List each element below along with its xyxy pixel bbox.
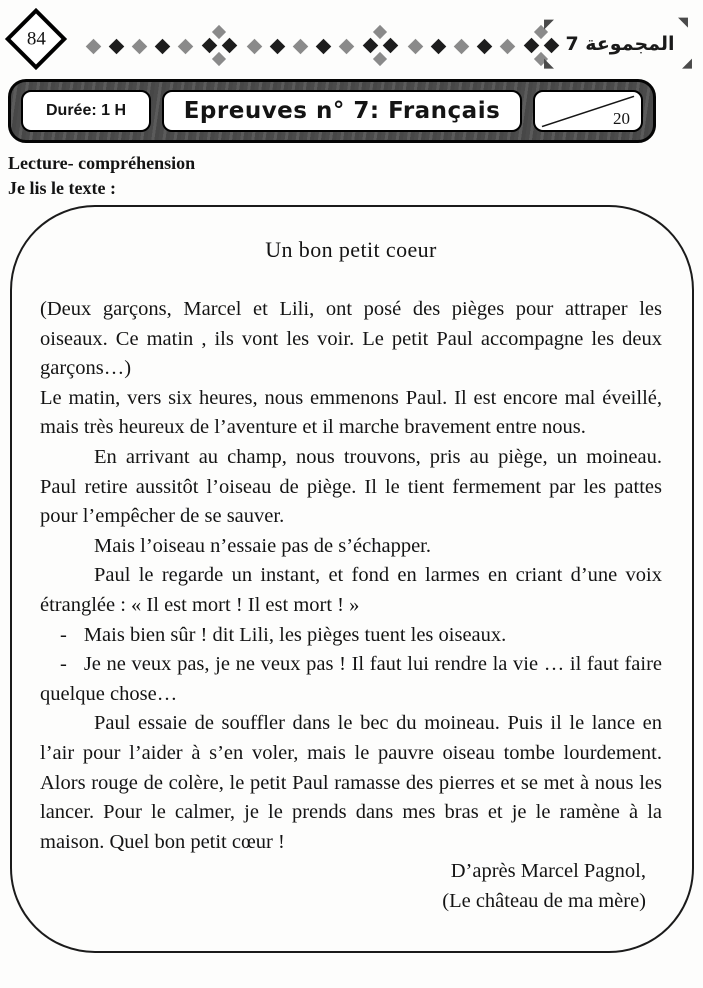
paragraph: En arrivant au champ, nous trouvons, pris au piège, un moineau. Paul retire aussitôt l’oiseau de piège. Il le tient fermement par les pattes pour l’empêcher de se sauver.	[40, 445, 662, 528]
score-box	[533, 90, 643, 132]
section-headings	[8, 151, 195, 201]
corner-mark-icon: ◣	[544, 56, 554, 71]
diamond-icon	[178, 38, 194, 54]
attribution-work: (Le château de ma mère)	[442, 889, 646, 912]
corner-mark-icon: ◢	[682, 56, 692, 71]
instruction-heading: Je lis le texte :	[8, 178, 116, 198]
exam-title-bar	[8, 79, 656, 143]
paragraph: (Deux garçons, Marcel et Lili, ont posé des pièges pour attraper les oiseaux. Ce matin , ils vont les voir. Le petit Paul accompagne les deux garçons…)	[40, 298, 662, 380]
paragraph: Paul essaie de souffler dans le bec du moineau. Puis il le lance en l’air pour l’aider à s’en voler, mais le pauvre oiseau tombe lourdement. Alors rouge de colère, le petit Paul ramasse des pierres et se met à nous les lancer. Pour le calmer, je le prends dans mes bras et je le ramène à la maison. Quel bon petit cœur !	[40, 712, 662, 853]
diamond-cluster-icon	[364, 25, 398, 67]
diamond-icon	[109, 38, 125, 54]
corner-mark-icon: ◥	[678, 15, 688, 30]
diamond-icon	[431, 38, 447, 54]
paragraph: Paul le regarde un instant, et fond en larmes en criant d’une voix étranglée : « Il est mort ! Il est mort ! »	[40, 564, 662, 616]
score-total: 20	[613, 109, 630, 128]
diamond-icon	[316, 38, 332, 54]
diamond-icon	[155, 38, 171, 54]
diamond-icon	[293, 38, 309, 54]
group-label-text: المجموعة 7	[565, 33, 675, 55]
diamond-icon	[247, 38, 263, 54]
dialogue-line: - Mais bien sûr ! dit Lili, les pièges tuent les oiseaux.	[40, 621, 662, 651]
page-number: 84	[26, 28, 46, 49]
attribution	[40, 857, 662, 916]
diamond-icon	[270, 38, 286, 54]
text-title: Un bon petit coeur	[265, 237, 437, 262]
diamond-icon	[339, 38, 355, 54]
reading-text-box	[10, 205, 694, 953]
exam-title-box	[162, 90, 522, 132]
diamond-divider-ornament	[88, 24, 558, 71]
duration-box	[21, 90, 151, 132]
paragraph: Mais l’oiseau n’essaie pas de s’échapper.	[94, 534, 431, 557]
diamond-icon	[132, 38, 148, 54]
page-number-badge	[5, 8, 67, 70]
duration-label: Durée: 1 H	[45, 102, 127, 119]
reading-text	[40, 295, 662, 857]
diamond-icon	[408, 38, 424, 54]
dash-marker: -	[60, 653, 67, 676]
corner-mark-icon: ◤	[544, 17, 554, 32]
dialogue-line: - Je ne veux pas, je ne veux pas ! Il faut lui rendre la vie … il faut faire quelque chose…	[40, 650, 662, 709]
diamond-icon	[454, 38, 470, 54]
attribution-author: D’après Marcel Pagnol,	[450, 860, 646, 883]
paragraph: Le matin, vers six heures, nous emmenons Paul. Il est encore mal éveillé, mais très heureux de l’aventure et il marche bravement entre nous.	[40, 386, 662, 439]
group-label	[542, 16, 698, 72]
section-heading: Lecture- compréhension	[8, 153, 196, 173]
diamond-icon	[477, 38, 493, 54]
diamond-cluster-icon	[203, 25, 237, 67]
exam-title: Epreuves n° 7: Français	[183, 98, 501, 124]
diamond-icon	[86, 38, 102, 54]
dash-marker: -	[60, 623, 67, 646]
diamond-icon	[500, 38, 516, 54]
